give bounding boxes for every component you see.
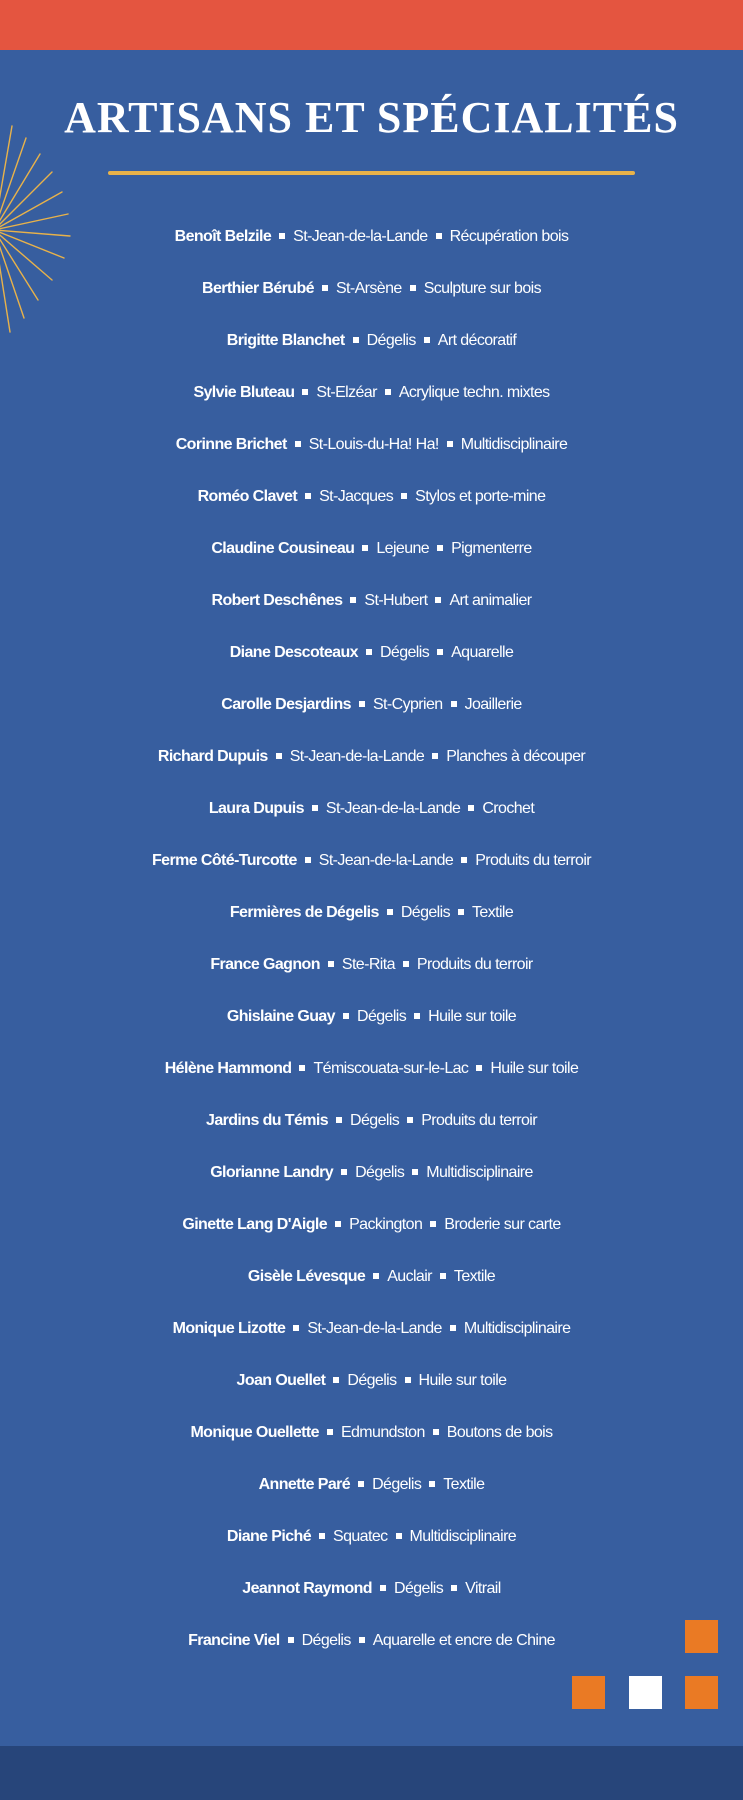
bullet-separator xyxy=(396,1533,402,1539)
artisan-place: Ste-Rita xyxy=(341,956,395,973)
artisan-place: Témiscouata-sur-le-Lac xyxy=(313,1060,469,1077)
artisan-specialty: Stylos et porte-mine xyxy=(415,488,546,505)
artisan-specialty: Art animalier xyxy=(449,592,532,609)
bullet-separator xyxy=(450,1325,456,1331)
artisan-name: Monique Lizotte xyxy=(172,1320,286,1337)
bullet-separator xyxy=(366,649,372,655)
bullet-separator xyxy=(305,857,311,863)
artisan-row xyxy=(0,419,743,471)
bullet-separator xyxy=(350,597,356,603)
artisan-name: Monique Ouellette xyxy=(190,1424,319,1441)
artisan-name: Laura Dupuis xyxy=(208,800,304,817)
bullet-separator xyxy=(302,389,308,395)
artisan-specialty: Textile xyxy=(453,1268,496,1285)
artisan-name: Glorianne Landry xyxy=(210,1164,334,1181)
artisan-name: Jardins du Témis xyxy=(206,1112,329,1129)
artisan-name: Berthier Bérubé xyxy=(202,280,314,297)
artisan-row xyxy=(0,783,743,835)
bullet-separator xyxy=(437,545,443,551)
artisan-specialty: Joaillerie xyxy=(464,696,522,713)
bullet-separator xyxy=(429,1481,435,1487)
artisan-place: Dégelis xyxy=(350,1112,400,1129)
artisan-name: Carolle Desjardins xyxy=(221,696,351,713)
artisan-name: Ferme Côté-Turcotte xyxy=(152,852,297,869)
artisan-name: France Gagnon xyxy=(210,956,320,973)
bullet-separator xyxy=(476,1065,482,1071)
bullet-separator xyxy=(440,1273,446,1279)
artisan-name: Claudine Cousineau xyxy=(211,540,355,557)
artisan-name: Gisèle Lévesque xyxy=(247,1268,366,1285)
artisan-row xyxy=(0,679,743,731)
bullet-separator xyxy=(435,597,441,603)
bullet-separator xyxy=(328,961,334,967)
artisan-specialty: Produits du terroir xyxy=(421,1112,537,1129)
artisan-place: St-Jean-de-la-Lande xyxy=(307,1320,442,1337)
artisan-place: St-Louis-du-Ha! Ha! xyxy=(308,436,439,453)
artisan-specialty: Boutons de bois xyxy=(446,1424,553,1441)
artisan-specialty: Huile sur toile xyxy=(418,1372,507,1389)
artisan-place: St-Jean-de-la-Lande xyxy=(293,228,428,245)
bullet-separator xyxy=(430,1221,436,1227)
artisan-list xyxy=(0,211,743,1667)
title-underline xyxy=(108,171,635,175)
decorative-square-orange xyxy=(685,1676,718,1709)
artisan-place: Lejeune xyxy=(376,540,430,557)
bullet-separator xyxy=(373,1273,379,1279)
bullet-separator xyxy=(403,961,409,967)
bullet-separator xyxy=(380,1585,386,1591)
bullet-separator xyxy=(436,233,442,239)
decorative-square-orange xyxy=(572,1676,605,1709)
bullet-separator xyxy=(295,441,301,447)
artisan-specialty: Planches à découper xyxy=(446,748,586,765)
artisan-row xyxy=(0,1615,743,1667)
artisan-name: Jeannot Raymond xyxy=(242,1580,372,1597)
artisan-place: Dégelis xyxy=(355,1164,405,1181)
bullet-separator xyxy=(424,337,430,343)
bullet-separator xyxy=(451,1585,457,1591)
bullet-separator xyxy=(341,1169,347,1175)
artisan-row xyxy=(0,1043,743,1095)
artisan-name: Francine Viel xyxy=(188,1632,280,1649)
bullet-separator xyxy=(451,701,457,707)
bullet-separator xyxy=(276,753,282,759)
artisan-place: St-Hubert xyxy=(364,592,428,609)
artisan-specialty: Crochet xyxy=(482,800,535,817)
artisan-place: Squatec xyxy=(333,1528,388,1545)
artisan-row xyxy=(0,471,743,523)
artisan-place: Dégelis xyxy=(379,644,430,661)
artisan-row xyxy=(0,939,743,991)
artisan-name: Annette Paré xyxy=(258,1476,351,1493)
bullet-separator xyxy=(433,1429,439,1435)
artisan-row xyxy=(0,1459,743,1511)
artisan-name: Sylvie Bluteau xyxy=(193,384,295,401)
bottom-color-band xyxy=(0,1746,743,1800)
artisan-row xyxy=(0,1355,743,1407)
artisan-row xyxy=(0,835,743,887)
artisan-name: Roméo Clavet xyxy=(197,488,298,505)
bullet-separator xyxy=(288,1637,294,1643)
artisan-row xyxy=(0,523,743,575)
artisan-place: St-Jean-de-la-Lande xyxy=(325,800,461,817)
artisan-place: Dégelis xyxy=(400,904,450,921)
artisan-row xyxy=(0,1511,743,1563)
bullet-separator xyxy=(461,857,467,863)
artisan-name: Benoît Belzile xyxy=(174,228,272,245)
artisan-row xyxy=(0,367,743,419)
artisan-row xyxy=(0,575,743,627)
artisan-row xyxy=(0,1563,743,1615)
artisan-specialty: Récupération bois xyxy=(449,228,569,245)
artisan-specialty: Multidisciplinaire xyxy=(409,1528,517,1545)
bullet-separator xyxy=(437,649,443,655)
artisan-name: Diane Descoteaux xyxy=(229,644,358,661)
bullet-separator xyxy=(293,1325,299,1331)
artisan-row xyxy=(0,1407,743,1459)
artisan-specialty: Huile sur toile xyxy=(490,1060,579,1077)
bullet-separator xyxy=(468,805,474,811)
artisan-specialty: Sculpture sur bois xyxy=(423,280,541,297)
artisan-row xyxy=(0,1303,743,1355)
artisan-name: Diane Piché xyxy=(226,1528,311,1545)
bullet-separator xyxy=(279,233,285,239)
artisan-place: St-Jacques xyxy=(319,488,394,505)
bullet-separator xyxy=(327,1429,333,1435)
artisan-name: Ginette Lang D'Aigle xyxy=(182,1216,328,1233)
artisan-place: Dégelis xyxy=(372,1476,422,1493)
artisan-place: Dégelis xyxy=(356,1008,407,1025)
artisan-specialty: Vitrail xyxy=(465,1580,501,1597)
artisan-specialty: Acrylique techn. mixtes xyxy=(398,384,550,401)
bullet-separator xyxy=(333,1377,339,1383)
bullet-separator xyxy=(359,1637,365,1643)
bullet-separator xyxy=(359,701,365,707)
artisan-place: St-Jean-de-la-Lande xyxy=(289,748,425,765)
artisan-place: Dégelis xyxy=(366,332,416,349)
artisan-row xyxy=(0,627,743,679)
artisan-specialty: Multidisciplinaire xyxy=(426,1164,533,1181)
artisan-place: St-Elzéar xyxy=(316,384,377,401)
bullet-separator xyxy=(405,1377,411,1383)
artisan-row xyxy=(0,211,743,263)
artisan-name: Corinne Brichet xyxy=(175,436,287,453)
bullet-separator xyxy=(432,753,438,759)
bullet-separator xyxy=(353,337,359,343)
bullet-separator xyxy=(322,285,328,291)
bullet-separator xyxy=(312,805,318,811)
artisan-row xyxy=(0,1199,743,1251)
artisan-place: St-Arsène xyxy=(335,280,402,297)
bullet-separator xyxy=(319,1533,325,1539)
decorative-square-white xyxy=(629,1676,662,1709)
artisan-name: Hélène Hammond xyxy=(164,1060,292,1077)
artisan-row xyxy=(0,991,743,1043)
artisan-place: St-Jean-de-la-Lande xyxy=(318,852,454,869)
artisan-place: Packington xyxy=(349,1216,423,1233)
bullet-separator xyxy=(362,545,368,551)
bullet-separator xyxy=(358,1481,364,1487)
artisan-specialty: Huile sur toile xyxy=(428,1008,517,1025)
artisan-row xyxy=(0,731,743,783)
artisan-place: Dégelis xyxy=(347,1372,397,1389)
artisan-row xyxy=(0,1147,743,1199)
page-title: ARTISANS ET SPÉCIALITÉS xyxy=(64,93,679,142)
artisan-place: Dégelis xyxy=(301,1632,351,1649)
bullet-separator xyxy=(407,1117,413,1123)
top-color-band xyxy=(0,0,743,50)
artisan-specialty: Pigmenterre xyxy=(451,540,532,557)
artisan-row xyxy=(0,1095,743,1147)
artisan-name: Ghislaine Guay xyxy=(226,1008,335,1025)
artisan-specialty: Multidisciplinaire xyxy=(460,436,568,453)
bullet-separator xyxy=(299,1065,305,1071)
bullet-separator xyxy=(343,1013,349,1019)
bullet-separator xyxy=(447,441,453,447)
bullet-separator xyxy=(414,1013,420,1019)
artisan-name: Robert Deschênes xyxy=(211,592,343,609)
artisan-specialty: Textile xyxy=(443,1476,485,1493)
bullet-separator xyxy=(401,493,407,499)
bullet-separator xyxy=(335,1221,341,1227)
artisan-place: Auclair xyxy=(387,1268,432,1285)
artisan-specialty: Aquarelle et encre de Chine xyxy=(372,1632,555,1649)
bullet-separator xyxy=(305,493,311,499)
artisan-specialty: Produits du terroir xyxy=(416,956,533,973)
bullet-separator xyxy=(336,1117,342,1123)
artisan-specialty: Art décoratif xyxy=(437,332,517,349)
artisan-place: Edmundston xyxy=(340,1424,425,1441)
artisan-specialty: Aquarelle xyxy=(451,644,514,661)
decorative-square-orange xyxy=(685,1620,718,1653)
bullet-separator xyxy=(385,389,391,395)
artisan-row xyxy=(0,1251,743,1303)
artisan-place: Dégelis xyxy=(394,1580,444,1597)
artisan-row xyxy=(0,315,743,367)
artisan-name: Richard Dupuis xyxy=(157,748,268,765)
artisan-specialty: Textile xyxy=(472,904,514,921)
artisan-specialty: Produits du terroir xyxy=(475,852,591,869)
bullet-separator xyxy=(410,285,416,291)
artisan-specialty: Broderie sur carte xyxy=(444,1216,561,1233)
artisan-row xyxy=(0,263,743,315)
bullet-separator xyxy=(387,909,393,915)
artisan-name: Brigitte Blanchet xyxy=(226,332,345,349)
artisan-row xyxy=(0,887,743,939)
artisan-name: Fermières de Dégelis xyxy=(229,904,379,921)
artisan-name: Joan Ouellet xyxy=(236,1372,326,1389)
bullet-separator xyxy=(458,909,464,915)
artisan-place: St-Cyprien xyxy=(372,696,443,713)
bullet-separator xyxy=(412,1169,418,1175)
artisan-specialty: Multidisciplinaire xyxy=(463,1320,571,1337)
